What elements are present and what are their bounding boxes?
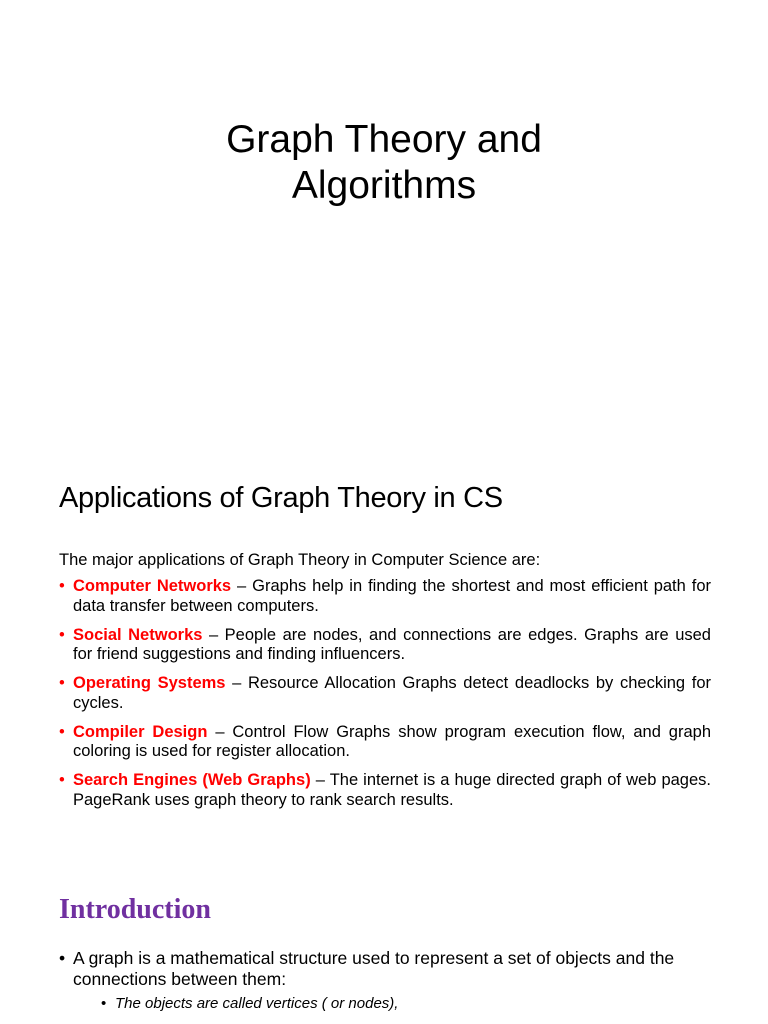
application-description: – Graphs help in finding the shortest and most efficient path for data transfer between computers. bbox=[73, 577, 711, 615]
applications-list bbox=[59, 577, 711, 820]
list-item bbox=[59, 948, 719, 1013]
bullet-icon: • bbox=[59, 577, 65, 595]
applications-intro: The major applications of Graph Theory in Computer Science are: bbox=[59, 551, 541, 569]
application-term: Computer Networks bbox=[73, 577, 232, 595]
application-term: Social Networks bbox=[73, 625, 203, 644]
application-term: Operating Systems bbox=[73, 674, 226, 692]
bullet-icon: • bbox=[59, 948, 66, 968]
list-item bbox=[59, 626, 711, 665]
applications-heading: Applications of Graph Theory in CS bbox=[59, 482, 503, 514]
list-item bbox=[59, 674, 711, 713]
bullet-icon: • bbox=[59, 674, 65, 692]
slide-introduction bbox=[0, 850, 768, 1024]
list-item bbox=[59, 771, 711, 810]
application-description: – People are nodes, and connections are edges. Graphs are used for friend suggestions and finding influencers. bbox=[73, 625, 711, 663]
introduction-sub-list bbox=[101, 995, 719, 1013]
application-description: – Control Flow Graphs show program execution flow, and graph coloring is used for register allocation. bbox=[73, 722, 711, 760]
slide-title bbox=[0, 0, 768, 440]
list-item bbox=[59, 723, 711, 762]
bullet-icon: • bbox=[101, 995, 107, 1012]
bullet-icon: • bbox=[59, 771, 65, 789]
introduction-list bbox=[59, 948, 719, 1013]
presentation-title bbox=[0, 117, 768, 209]
sub-list-item bbox=[101, 995, 719, 1013]
introduction-heading: Introduction bbox=[59, 894, 211, 925]
bullet-icon: • bbox=[59, 722, 65, 741]
title-line-1: Graph Theory and bbox=[226, 118, 542, 161]
application-description: – Resource Allocation Graphs detect deadlocks by checking for cycles. bbox=[73, 674, 711, 712]
introduction-text: A graph is a mathematical structure used to represent a set of objects and the connections between them: bbox=[73, 948, 675, 989]
application-term: Search Engines (Web Graphs) bbox=[73, 771, 311, 789]
application-term: Compiler Design bbox=[73, 722, 208, 741]
title-line-2: Algorithms bbox=[291, 164, 477, 207]
sub-item-text: The objects are called vertices ( or nodes), bbox=[115, 995, 399, 1012]
slide-applications bbox=[0, 440, 768, 850]
application-description: – The internet is a huge directed graph of web pages. PageRank uses graph theory to rank search results. bbox=[73, 771, 711, 809]
list-item bbox=[59, 577, 711, 616]
bullet-icon: • bbox=[59, 625, 65, 644]
